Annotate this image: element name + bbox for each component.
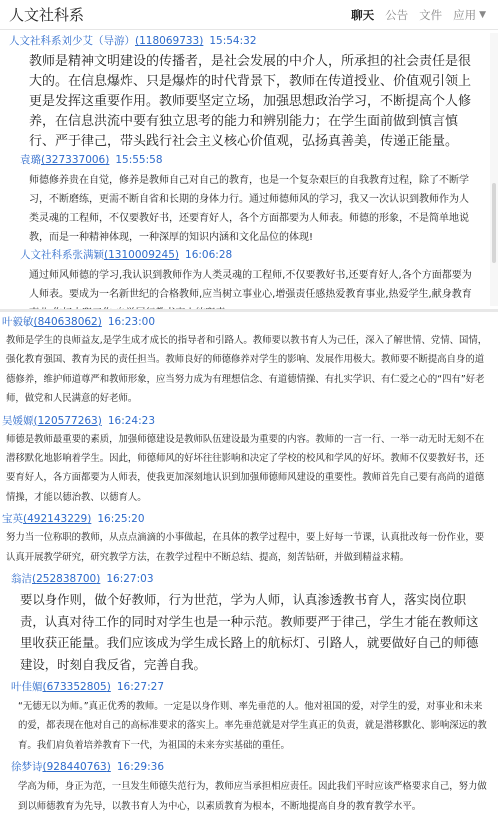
- chevron-down-icon[interactable]: ▼: [479, 10, 486, 20]
- group-title: 人文社科系: [9, 6, 85, 24]
- chat-history-window: [0, 309, 498, 834]
- message-text: 学高为师，身正为范，一旦发生师德失范行为，教师应当承担相应责任。因此我们平时应该严格要求自己，努力做到以师德教育为先导，以教书育人为中心，以素质教育为根本，不断地提高自身的教育教学水平。: [18, 781, 487, 812]
- message-time: 16:25:20: [97, 513, 145, 526]
- message-time: 16:24:23: [107, 414, 156, 427]
- message-item: [0, 511, 498, 571]
- message-text: 师德是教师最重要的素质，加强师德建设是教师队伍建设最为重要的内容。教师的一言一行、一举一动无时无刻不在潜移默化地影响着学生。因此，师德师风的好坏往往影响和决定了学校的校风和学风的好坏。教师不仅要教好书，还要育好人，各方面都要为人师表，使我更加深刻地认识到加强师德师风建设的重要性。教师首先自己要有高尚的道德情操，才能以德治教、以德育人。: [6, 433, 485, 503]
- scrollbar[interactable]: [490, 33, 498, 306]
- message-item: [0, 314, 498, 413]
- sender-qq[interactable]: 840638062: [37, 316, 98, 328]
- sender-name[interactable]: 翁洁: [11, 573, 32, 586]
- message-item: [0, 679, 498, 759]
- message-item: [0, 759, 498, 816]
- sender-qq[interactable]: 118069733: [139, 35, 200, 47]
- message-header: [0, 247, 490, 263]
- message-time: 16:23:00: [107, 316, 156, 328]
- sender-name[interactable]: 人文社科系刘少艾（导游）: [9, 35, 135, 47]
- message-header: [0, 679, 498, 695]
- message-header: [0, 759, 498, 775]
- tab-files[interactable]: 文件: [419, 8, 443, 22]
- tab-bar: [340, 7, 486, 23]
- message-list: [0, 33, 490, 306]
- message-time: 16:27:03: [106, 573, 154, 586]
- sender-qq[interactable]: 120577263: [37, 414, 98, 427]
- message-time: 16:06:28: [185, 249, 233, 261]
- sender-qq-link[interactable]: (118069733): [135, 35, 204, 47]
- chat-window: [0, 0, 498, 306]
- message-item: [0, 571, 498, 679]
- message-header: [0, 571, 498, 587]
- message-item: [0, 33, 490, 152]
- sender-qq[interactable]: 327337006: [45, 154, 106, 166]
- tab-chat[interactable]: 聊天: [351, 8, 375, 22]
- sender-qq[interactable]: 928440763: [46, 761, 107, 774]
- sender-qq-link[interactable]: (840638062): [33, 316, 102, 328]
- sender-name[interactable]: 吴媛嫄: [2, 414, 34, 427]
- sender-name[interactable]: 袁璐: [20, 154, 41, 166]
- message-text: 教师是精神文明建设的传播者，是社会发展的中介人，所承担的社会责任是很大的。在信息爆炸、只是爆炸的时代背景下，教师在传道授业、价值观引领上更是发挥这重要作用。教师要坚定立场，加强思想政治学习，不断提高个人修养，在信息洪流中要有独立思考的能力和辨别能力；在学生面前做到慎言慎行、严于律己，带头践行社会主义核心价值观，弘扬真善美，传递正能量。: [29, 54, 472, 149]
- message-header: [0, 511, 498, 527]
- message-text: 师德修养贵在自觉，修养是教师自己对自己的教育，也是一个复杂艰巨的自我教育过程，除了不断学习，不断磨练，更需不断自省和长期的身体力行。通过师德师风的学习，我又一次认识到教师作为人类灵魂的工程师，不仅要教好书，还要育好人，各个方面都要为人师表。师德的形象，不是简单地说教，而是一种精神体现，一种深厚的知识内涵和文化品位的体现!: [29, 175, 469, 243]
- tab-announcement[interactable]: 公告: [385, 8, 409, 22]
- scrollbar-thumb[interactable]: [492, 183, 496, 263]
- sender-qq[interactable]: 673352805: [46, 681, 107, 694]
- sender-qq-link[interactable]: (1310009245): [104, 249, 180, 261]
- sender-qq-link[interactable]: (327337006): [41, 154, 110, 166]
- sender-name[interactable]: 叶佳媚: [11, 681, 43, 694]
- message-text: 努力当一位称职的教师，从点点滴滴的小事做起，在具体的教学过程中，要上好每一节课，认真批改每一份作业，要认真开展教学研究，研究教学方法，在教学过程中不断总结、提高，刻苦钻研，并做到精益求精。: [6, 532, 485, 563]
- message-time: 15:55:58: [115, 154, 163, 166]
- sender-qq-link[interactable]: (492143229): [23, 513, 92, 526]
- sender-name[interactable]: 徐梦诗: [11, 761, 43, 774]
- message-item: [0, 413, 498, 512]
- tab-apps[interactable]: 应用: [453, 8, 477, 22]
- message-header: [0, 33, 490, 49]
- sender-qq[interactable]: 1310009245: [108, 249, 175, 261]
- sender-name[interactable]: 宝英: [2, 513, 23, 526]
- sender-qq-link[interactable]: (928440763): [42, 761, 111, 774]
- sender-name[interactable]: 叶毅敏: [2, 316, 34, 328]
- message-header: [0, 314, 498, 330]
- sender-name[interactable]: 人文社科系张满颖: [20, 249, 104, 261]
- title-bar: [0, 0, 498, 30]
- message-list: [0, 314, 498, 816]
- message-time: 15:54:32: [209, 35, 257, 47]
- message-header: [0, 413, 498, 429]
- message-time: 16:29:36: [116, 761, 165, 774]
- message-text: 教师是学生的良师益友,是学生成才成长的指导者和引路人。教师要以教书育人为己任，深入了解世情、党情、国情，强化教育强国、教育为民的责任担当。教师良好的师德修养对学生的影响、发展作用极大。教师要不断提高自身的道德修养，维护师道尊严和教师形象，应当努力成为有理想信念、有道德情操、有扎实学识、有仁爱之心的“四有”好老师，做党和人民满意的好老师。: [6, 335, 488, 405]
- sender-qq[interactable]: 492143229: [27, 513, 88, 526]
- message-header: [0, 152, 490, 168]
- message-text: 通过师风师德的学习,我认识到教师作为人类灵魂的工程师,不仅要教好书,还要育好人,各个方面都要为人师表。要成为一名新世纪的合格教师,应当树立事业心,增强责任感热爱教育事业,热爱学生,献身教育: [29, 270, 472, 300]
- sender-qq-link[interactable]: (673352805): [42, 681, 111, 694]
- message-text: 要以身作则，做个好教师，行为世范，学为人师，认真渗透教书育人，落实岗位职责，认真对待工作的同时对学生也是一种示范。教师要严于律己，学生才能在教师这里收获正能量。我们应该成为学生成长路上的航标灯、引路人，就要做好自己的师德建设，时刻自我反省，完善自我。: [20, 592, 479, 672]
- message-item: [0, 152, 490, 247]
- message-text: “无德无以为师。”真正优秀的教师。一定是以身作则、率先垂范的人。他对祖国的爱，对学生的爱，对事业和未来的爱，都表现在他对自己的高标准要求的落实上。率先垂范就是对学生真正的负责，就是潜移默化、影响深远的教育。我们肩负着培养教育下一代，为祖国的未来夯实基础的重任。: [18, 701, 487, 751]
- sender-qq-link[interactable]: (120577263): [33, 414, 102, 427]
- message-time: 16:27:27: [116, 681, 165, 694]
- sender-qq[interactable]: 252838700: [36, 573, 97, 586]
- sender-qq-link[interactable]: (252838700): [32, 573, 101, 586]
